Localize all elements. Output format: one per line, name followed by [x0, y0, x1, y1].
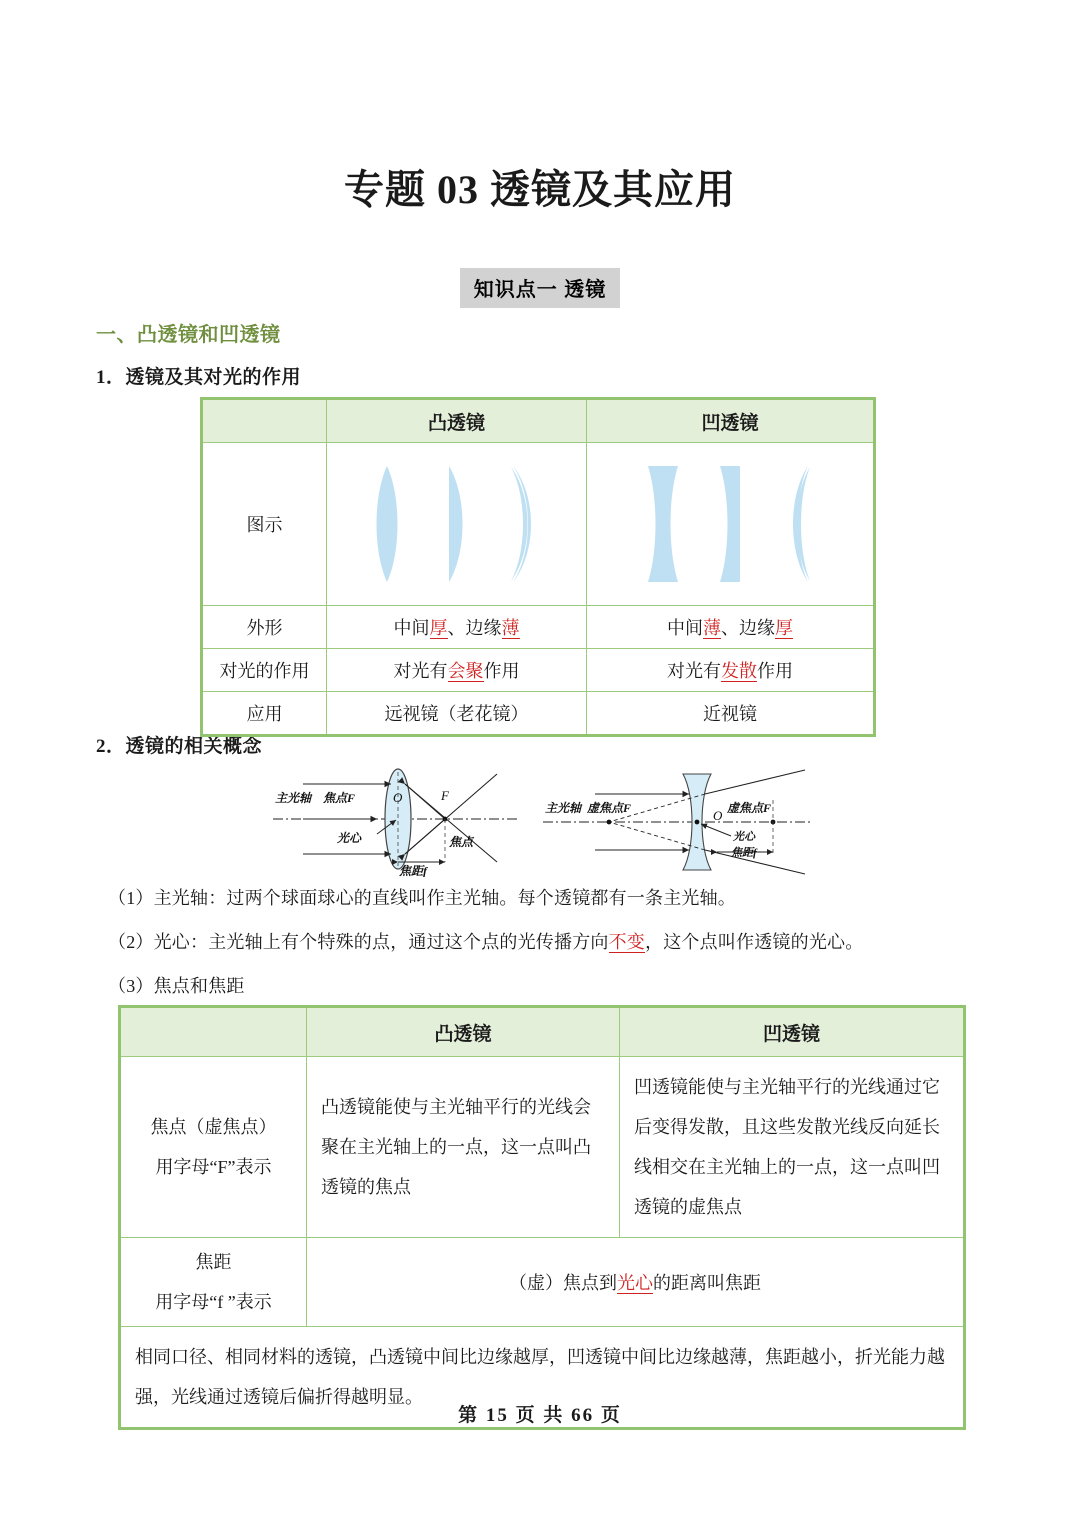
t2-label-focus-line2: 用字母“F”表示	[155, 1157, 272, 1177]
t1-concave-shape	[587, 606, 875, 649]
t1-label-effect: 对光的作用	[202, 649, 327, 692]
table-row-light-effect	[202, 649, 875, 692]
convex-label-focus-right: 焦点	[449, 835, 474, 849]
convex-label-focus-left: 焦点F	[323, 791, 356, 805]
lens-comparison-table	[200, 397, 876, 737]
convex-label-optical-center: 光心	[337, 831, 362, 845]
t1-convex-effect	[327, 649, 587, 692]
biconvex-lens-icon	[365, 464, 409, 584]
t2-head-blank	[120, 1007, 307, 1057]
table-row-figures	[202, 443, 875, 606]
t1-convex-shape	[327, 606, 587, 649]
table-row-application	[202, 692, 875, 736]
concave-label-virtual-focus-right: 虚焦点F	[727, 801, 772, 815]
t1-convex-shape-hl1: 厚	[429, 618, 448, 638]
convex-ray-diagram	[273, 769, 517, 877]
t1-convex-shape-b: 、边缘	[447, 618, 502, 638]
table-row-focal-length	[120, 1238, 965, 1327]
t1-concave-effect-b: 作用	[757, 661, 793, 681]
t2-focal-length-b: 的距离叫焦距	[653, 1273, 761, 1293]
t1-concave-figures	[587, 443, 875, 606]
t1-label-shape: 外形	[202, 606, 327, 649]
t2-head-concave: 凹透镜	[620, 1007, 965, 1057]
t2-label-focal-length	[120, 1238, 307, 1327]
convex-label-focal-length: 焦距f	[399, 864, 427, 877]
t1-concave-effect-hl: 发散	[721, 661, 757, 681]
concave-label-center-symbol: O	[713, 808, 723, 823]
concave-label-virtual-focus-left: 虚焦点F	[587, 801, 632, 815]
t2-label-focal-length-line1: 焦距	[195, 1252, 232, 1272]
table-row-header	[202, 399, 875, 443]
t1-concave-shape-a: 中间	[667, 618, 703, 638]
t1-concave-effect-a: 对光有	[667, 661, 721, 681]
t1-convex-effect-hl: 会聚	[447, 661, 484, 681]
plano-convex-lens-icon	[439, 464, 473, 584]
section-heading-green: 一、凸透镜和凹透镜	[96, 324, 281, 346]
t2-label-focal-length-line2: 用字母“f ”表示	[155, 1292, 272, 1312]
knowledge-point-band-wrapper	[0, 268, 1080, 308]
t1-convex-application: 远视镜（老花镜）	[327, 692, 587, 736]
heading-1: 1．透镜及其对光的作用	[96, 367, 302, 388]
paragraph-focus-and-focal-length: （3）焦点和焦距	[108, 976, 245, 996]
t1-convex-figures	[327, 443, 587, 606]
paragraph-optical-center	[108, 928, 988, 954]
t1-convex-effect-a: 对光有	[393, 661, 448, 681]
t1-head-concave: 凹透镜	[587, 399, 875, 443]
t2-focal-length-a: （虚）焦点到	[509, 1273, 617, 1293]
t1-label-figure: 图示	[202, 443, 327, 606]
page-title: 专题 03 透镜及其应用	[344, 167, 736, 212]
t2-focal-length-highlight: 光心	[617, 1273, 653, 1293]
concave-label-optical-center: 光心	[733, 831, 755, 843]
convex-lens-figures	[333, 449, 580, 599]
convex-label-focus-symbol: F	[441, 788, 449, 803]
concave-label-axis: 主光轴	[545, 801, 582, 815]
concave-ray-diagram	[543, 770, 813, 874]
knowledge-point-band: 知识点一 透镜	[460, 268, 621, 308]
focus-definition-table	[118, 1005, 966, 1430]
convex-label-center-symbol: O	[393, 790, 403, 805]
plano-concave-lens-icon	[714, 464, 748, 584]
concave-lens-figures	[593, 449, 867, 599]
t2-label-focus-line1: 焦点（虚焦点）	[150, 1117, 277, 1137]
t2-focal-length-definition	[307, 1238, 965, 1327]
t1-concave-application: 近视镜	[587, 692, 875, 736]
t1-label-application: 应用	[202, 692, 327, 736]
t2-label-focus	[120, 1057, 307, 1238]
t2-concave-focus-text: 凹透镜能使与主光轴平行的光线通过它后变得发散，且这些发散光线反向延长线相交在主光轴上的一点，这一点叫凹透镜的虚焦点	[620, 1057, 965, 1238]
concave-label-focal-length: 焦距f	[731, 847, 757, 859]
table-row-focus	[120, 1057, 965, 1238]
t1-convex-shape-a: 中间	[393, 618, 430, 638]
convex-meniscus-lens-icon	[503, 464, 549, 584]
t1-convex-effect-b: 作用	[483, 661, 520, 681]
heading-2: 2．透镜的相关概念	[96, 736, 263, 757]
t1-head-blank	[202, 399, 327, 443]
page-footer: 第 15 页 共 66 页	[458, 1405, 622, 1426]
table-row-header	[120, 1007, 965, 1057]
t2-footer-note: 相同口径、相同材料的透镜，凸透镜中间比边缘越厚，凹透镜中间比边缘越薄，焦距越小，折光能力越强，光线通过透镜后偏折得越明显。	[120, 1327, 965, 1429]
paragraph-optical-center-b: ，这个点叫作透镜的光心。	[645, 932, 864, 952]
t1-concave-shape-hl1: 薄	[703, 618, 721, 638]
t1-convex-shape-hl2: 薄	[501, 618, 520, 638]
t2-convex-focus-text: 凸透镜能使与主光轴平行的光线会聚在主光轴上的一点，这一点叫凸透镜的焦点	[307, 1057, 620, 1238]
concave-meniscus-lens-icon	[778, 464, 818, 584]
biconcave-lens-icon	[642, 464, 684, 584]
t1-head-convex: 凸透镜	[327, 399, 587, 443]
ray-diagrams	[265, 762, 825, 877]
t2-head-convex: 凸透镜	[307, 1007, 620, 1057]
t1-concave-effect	[587, 649, 875, 692]
convex-label-axis: 主光轴	[275, 791, 312, 805]
paragraph-principal-axis: （1）主光轴：过两个球面球心的直线叫作主光轴。每个透镜都有一条主光轴。	[108, 888, 736, 908]
table-row-shape	[202, 606, 875, 649]
paragraph-optical-center-highlight: 不变	[608, 932, 646, 952]
paragraph-optical-center-a: （2）光心：主光轴上有个特殊的点，通过这个点的光传播方向	[108, 932, 609, 952]
t1-concave-shape-hl2: 厚	[775, 618, 793, 638]
t1-concave-shape-b: 、边缘	[721, 618, 775, 638]
